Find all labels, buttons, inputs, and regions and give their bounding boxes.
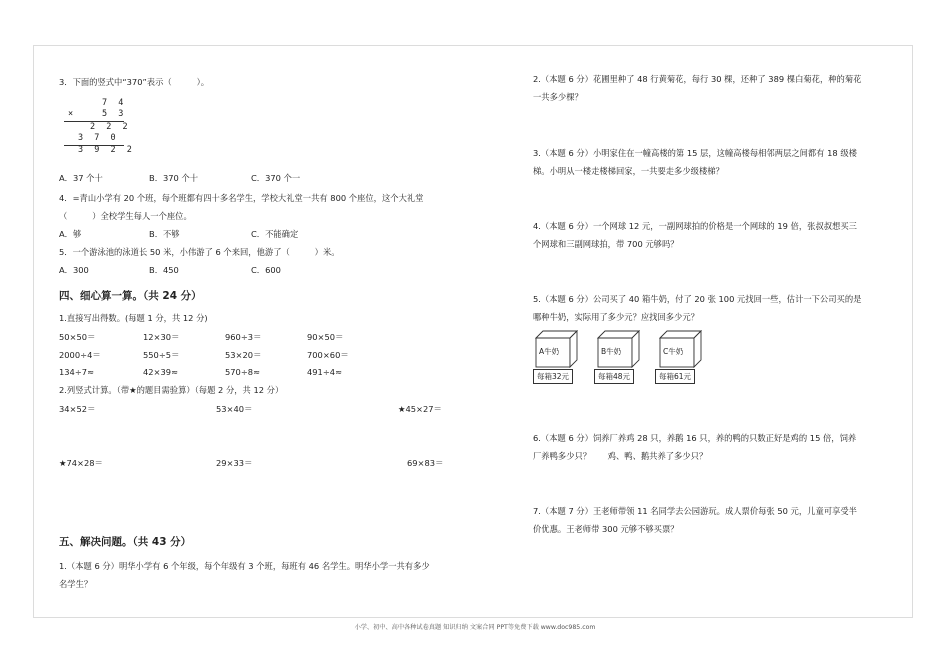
milk-box-b-price: 每箱48元 bbox=[594, 369, 634, 384]
r-q3-line-1: 3.（本题 6 分）小明家住在一幢高楼的第 15 层，这幢高楼每相邻两层之间都有 18 级楼 bbox=[533, 148, 857, 158]
calc-2-1: ★74×28＝ bbox=[59, 458, 103, 468]
section-4-sub-1: 1.直接写出得数。(每题 1 分，共 12 分) bbox=[59, 313, 208, 323]
q4-line-1: 4．=青山小学有 20 个班，每个班都有四十多名学生，学校大礼堂一共有 800 个座位，这个大礼堂 bbox=[59, 193, 424, 203]
q5-question: 5．一个游泳池的泳道长 50 米，小伟游了 6 个来回，他游了（ ）米。 bbox=[59, 247, 340, 257]
r-q6-line-1: 6.（本题 6 分）饲养厂养鸡 28 只，养鹅 16 只，养的鸭的只数正好是鸡的 15 倍，饲养 bbox=[533, 433, 857, 443]
oral-1-3: 960÷3＝ bbox=[225, 332, 262, 342]
r-q4-line-1: 4.（本题 6 分）一个网球 12 元，一副网球拍的价格是一个网球的 19 倍，张叔叔想买三 bbox=[533, 221, 857, 231]
oral-3-4: 491÷4≈ bbox=[307, 367, 343, 377]
calc-2-3: 69×83＝ bbox=[407, 458, 444, 468]
r-q5-line-1: 5.（本题 6 分）公司买了 40 箱牛奶，付了 20 张 100 元找回一些，估计一下公司买的是 bbox=[533, 294, 862, 304]
section-4-sub-2: 2.列竖式计算。（带★的题目需验算）（每题 2 分，共 12 分） bbox=[59, 385, 284, 395]
r-q4-line-2: 个网球和三副网球拍，带 700 元够吗？ bbox=[533, 239, 679, 249]
calc-1-2: 53×40＝ bbox=[216, 404, 253, 414]
milk-box-a-name: A牛奶 bbox=[539, 347, 560, 356]
section-4-heading: 四、细心算一算。（共 24 分） bbox=[59, 290, 202, 302]
oral-2-3: 53×20＝ bbox=[225, 350, 262, 360]
r-q7-line-1: 7.（本题 7 分）王老师带领 11 名同学去公园游玩。成人票价每张 50 元，儿童可享受半 bbox=[533, 506, 857, 516]
oral-3-1: 134÷7≈ bbox=[59, 367, 95, 377]
oral-2-2: 550÷5＝ bbox=[143, 350, 180, 360]
oral-1-2: 12×30＝ bbox=[143, 332, 180, 342]
times-sign: × bbox=[68, 109, 77, 119]
calc-2-2: 29×33＝ bbox=[216, 458, 253, 468]
milk-box-b-name: B牛奶 bbox=[601, 347, 622, 356]
r-q7-line-2: 价优惠。王老师带 300 元够不够买票？ bbox=[533, 524, 679, 534]
vert-row-3: 2 2 2 bbox=[90, 122, 131, 132]
q3-question: 3．下面的竖式中“370”表示（ ）。 bbox=[59, 77, 210, 87]
q4-option-a: A．够 bbox=[59, 229, 82, 239]
q4-line-2: （ ）全校学生每人一个座位。 bbox=[59, 211, 192, 221]
s5-q1-line-2: 名学生？ bbox=[59, 579, 93, 589]
q4-option-c: C．不能确定 bbox=[251, 229, 299, 239]
section-5-heading: 五、解决问题。（共 43 分） bbox=[59, 536, 192, 548]
r-q6-line-2: 厂养鸭多少只？ 鸡、鸭、鹅共养了多少只？ bbox=[533, 451, 708, 461]
q4-option-b: B．不够 bbox=[149, 229, 180, 239]
vert-row-4: 3 7 0 bbox=[78, 133, 119, 143]
vert-row-1: 7 4 bbox=[102, 98, 127, 108]
oral-3-3: 570÷8≈ bbox=[225, 367, 261, 377]
milk-box-a-price: 每箱32元 bbox=[533, 369, 573, 384]
oral-1-1: 50×50＝ bbox=[59, 332, 96, 342]
s5-q1-line-1: 1.（本题 6 分）明华小学有 6 个年级，每个年级有 3 个班，每班有 46 名学生。明华小学一共有多少 bbox=[59, 561, 430, 571]
milk-box-c-name: C牛奶 bbox=[663, 347, 684, 356]
oral-3-2: 42×39≈ bbox=[143, 367, 179, 377]
r-q3-line-2: 梯。小明从一楼走楼梯回家，一共要走多少级楼梯？ bbox=[533, 166, 724, 176]
r-q2-line-2: 一共多少棵？ bbox=[533, 92, 583, 102]
vert-row-5: 3 9 2 2 bbox=[78, 145, 135, 155]
oral-2-4: 700×60＝ bbox=[307, 350, 349, 360]
calc-1-1: 34×52＝ bbox=[59, 404, 96, 414]
oral-1-4: 90×50＝ bbox=[307, 332, 344, 342]
r-q2-line-1: 2.（本题 6 分）花圃里种了 48 行黄菊花，每行 30 棵，还种了 389 棵白菊花，种的菊花 bbox=[533, 74, 862, 84]
q5-option-a: A．300 bbox=[59, 265, 89, 275]
q3-option-b: B．370 个十 bbox=[149, 173, 199, 183]
vert-row-2: 5 3 bbox=[102, 109, 127, 119]
page-footer: 小学、初中、高中各种试卷真题 知识归纳 文案合同 PPT等免费下载 www.doc985.com bbox=[354, 624, 596, 631]
milk-box-c-price: 每箱61元 bbox=[655, 369, 695, 384]
q3-option-a: A．37 个十 bbox=[59, 173, 103, 183]
calc-1-3: ★45×27＝ bbox=[398, 404, 442, 414]
oral-2-1: 2000÷4＝ bbox=[59, 350, 101, 360]
q5-option-b: B．450 bbox=[149, 265, 179, 275]
r-q5-line-2: 哪种牛奶，实际用了多少元？应找回多少元？ bbox=[533, 312, 699, 322]
q3-option-c: C．370 个一 bbox=[251, 173, 301, 183]
q5-option-c: C．600 bbox=[251, 265, 281, 275]
